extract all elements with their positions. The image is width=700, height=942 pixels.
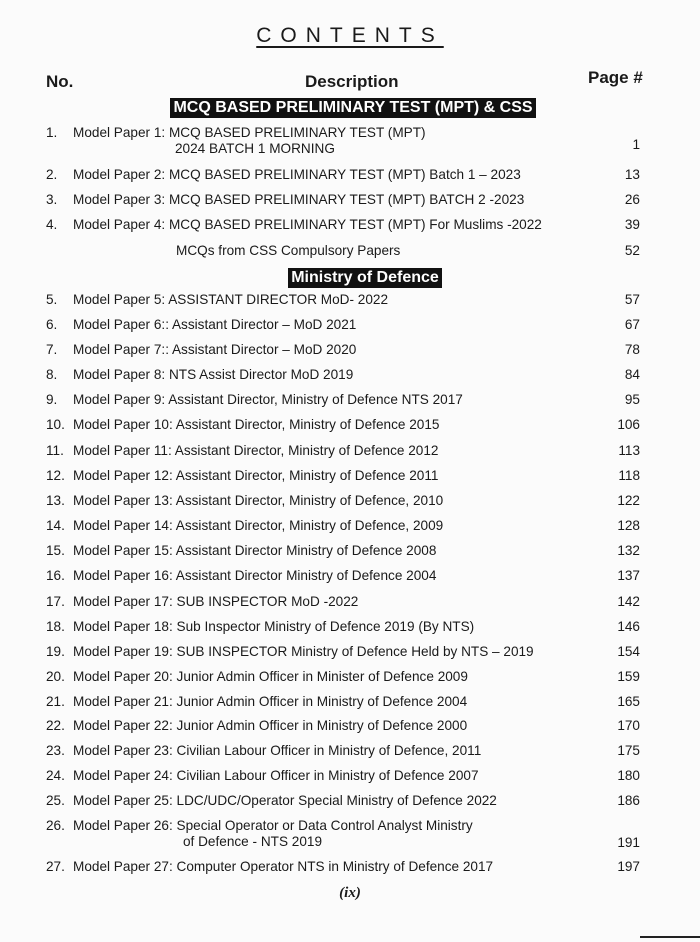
toc-description: Model Paper 25: LDC/UDC/Operator Special Ministry of Defence 2022 <box>73 793 497 808</box>
toc-description: Model Paper 22: Junior Admin Officer in Ministry of Defence 2000 <box>73 718 468 733</box>
toc-page-number: 122 <box>617 493 640 508</box>
toc-description: Model Paper 8: NTS Assist Director MoD 2019 <box>73 367 354 382</box>
toc-page-number: 13 <box>624 167 640 182</box>
toc-description: Model Paper 19: SUB INSPECTOR Ministry of Defence Held by NTS – 2019 <box>73 644 534 659</box>
toc-line-1: Model Paper 1: MCQ BASED PRELIMINARY TEST (MPT) <box>73 125 426 140</box>
toc-description: Model Paper 12: Assistant Director, Ministry of Defence 2011 <box>73 468 439 483</box>
toc-number: 7. <box>46 342 58 357</box>
toc-page-number: 180 <box>617 768 640 783</box>
toc-number: 16. <box>46 568 65 583</box>
section-heading-mod-label: Ministry of Defence <box>288 268 442 288</box>
toc-number: 24. <box>46 768 65 783</box>
toc-description: Model Paper 5: ASSISTANT DIRECTOR MoD- 2022 <box>73 292 389 307</box>
toc-number: 5. <box>46 292 58 307</box>
toc-description: MCQs from CSS Compulsory Papers <box>176 243 401 258</box>
toc-number: 18. <box>46 619 65 634</box>
toc-number: 15. <box>46 543 65 558</box>
header-no: No. <box>46 72 74 91</box>
toc-line-2: of Defence - NTS 2019 <box>183 834 323 849</box>
toc-number: 1. <box>46 125 58 140</box>
toc-page-number: 52 <box>624 243 640 258</box>
page-footer-number: (ix) <box>339 885 361 901</box>
toc-number: 9. <box>46 392 58 407</box>
toc-page-number: 128 <box>617 518 640 533</box>
toc-number: 4. <box>46 217 58 232</box>
toc-number: 14. <box>46 518 65 533</box>
toc-page-number: 84 <box>624 367 640 382</box>
toc-page-number: 106 <box>617 417 640 432</box>
toc-page-number: 1 <box>632 137 640 152</box>
toc-number: 26. <box>46 818 65 833</box>
toc-description: Model Paper 20: Junior Admin Officer in Minister of Defence 2009 <box>73 669 468 684</box>
toc-number: 3. <box>46 192 58 207</box>
toc-description: Model Paper 18: Sub Inspector Ministry of Defence 2019 (By NTS) <box>73 619 475 634</box>
toc-number: 17. <box>46 594 65 609</box>
toc-page-number: 142 <box>617 594 640 609</box>
toc-page-number: 165 <box>617 694 640 709</box>
section-heading-mpt <box>0 98 700 118</box>
toc-description: Model Paper 2: MCQ BASED PRELIMINARY TEST (MPT) Batch 1 – 2023 <box>73 167 521 182</box>
toc-description: Model Paper 3: MCQ BASED PRELIMINARY TEST (MPT) BATCH 2 -2023 <box>73 192 525 207</box>
toc-page-number: 132 <box>617 543 640 558</box>
toc-page-number: 186 <box>617 793 640 808</box>
toc-page-number: 95 <box>624 392 640 407</box>
header-description: Description <box>305 72 399 91</box>
toc-line-2: 2024 BATCH 1 MORNING <box>175 141 335 156</box>
toc-description: Model Paper 14: Assistant Director, Ministry of Defence, 2009 <box>73 518 444 533</box>
toc-number: 13. <box>46 493 65 508</box>
toc-page-number: 137 <box>617 568 640 583</box>
toc-number: 20. <box>46 669 65 684</box>
toc-description: Model Paper 10: Assistant Director, Ministry of Defence 2015 <box>73 417 440 432</box>
toc-page-number: 39 <box>624 217 640 232</box>
toc-page-number: 154 <box>617 644 640 659</box>
toc-page-number: 57 <box>624 292 640 307</box>
toc-page-number: 146 <box>617 619 640 634</box>
toc-number: 21. <box>46 694 65 709</box>
toc-description: Model Paper 6:: Assistant Director – MoD 2021 <box>73 317 357 332</box>
toc-page-number: 175 <box>617 743 640 758</box>
toc-page-number: 197 <box>617 859 640 874</box>
toc-description <box>73 125 426 157</box>
toc-number: 10. <box>46 417 65 432</box>
toc-page-number: 26 <box>624 192 640 207</box>
page-title: CONTENTS <box>256 24 444 47</box>
toc-number: 2. <box>46 167 58 182</box>
toc-number: 6. <box>46 317 58 332</box>
toc-description: Model Paper 15: Assistant Director Ministry of Defence 2008 <box>73 543 437 558</box>
toc-number: 22. <box>46 718 65 733</box>
toc-description: Model Paper 24: Civilian Labour Officer in Ministry of Defence 2007 <box>73 768 479 783</box>
toc-number: 19. <box>46 644 65 659</box>
toc-number: 27. <box>46 859 65 874</box>
toc-page-number: 113 <box>618 443 640 458</box>
header-page: Page # <box>588 68 643 87</box>
toc-description: Model Paper 13: Assistant Director, Ministry of Defence, 2010 <box>73 493 444 508</box>
toc-page-number: 118 <box>618 468 640 483</box>
bottom-edge-line <box>640 936 700 938</box>
toc-description: Model Paper 27: Computer Operator NTS in Ministry of Defence 2017 <box>73 859 494 874</box>
toc-number: 11. <box>46 443 64 458</box>
toc-page-number: 78 <box>624 342 640 357</box>
toc-number: 8. <box>46 367 58 382</box>
toc-page-number: 170 <box>617 718 640 733</box>
section-heading-mpt-label: MCQ BASED PRELIMINARY TEST (MPT) & CSS <box>170 98 535 118</box>
toc-description: Model Paper 11: Assistant Director, Ministry of Defence 2012 <box>73 443 439 458</box>
toc-description: Model Paper 17: SUB INSPECTOR MoD -2022 <box>73 594 359 609</box>
toc-page-number: 67 <box>624 317 640 332</box>
toc-number: 12. <box>46 468 65 483</box>
toc-description: Model Paper 21: Junior Admin Officer in Ministry of Defence 2004 <box>73 694 468 709</box>
toc-line-1: Model Paper 26: Special Operator or Data Control Analyst Ministry <box>73 818 473 833</box>
toc-description: Model Paper 9: Assistant Director, Ministry of Defence NTS 2017 <box>73 392 463 407</box>
toc-page-number: 159 <box>617 669 640 684</box>
toc-description: Model Paper 7:: Assistant Director – MoD 2020 <box>73 342 357 357</box>
toc-description: Model Paper 4: MCQ BASED PRELIMINARY TEST (MPT) For Muslims -2022 <box>73 217 542 232</box>
toc-number: 25. <box>46 793 65 808</box>
toc-page-number: 191 <box>617 835 640 850</box>
toc-number: 23. <box>46 743 65 758</box>
section-heading-mod <box>0 268 700 288</box>
toc-description: Model Paper 16: Assistant Director Ministry of Defence 2004 <box>73 568 437 583</box>
toc-description: Model Paper 23: Civilian Labour Officer in Ministry of Defence, 2011 <box>73 743 482 758</box>
toc-description <box>73 818 473 850</box>
